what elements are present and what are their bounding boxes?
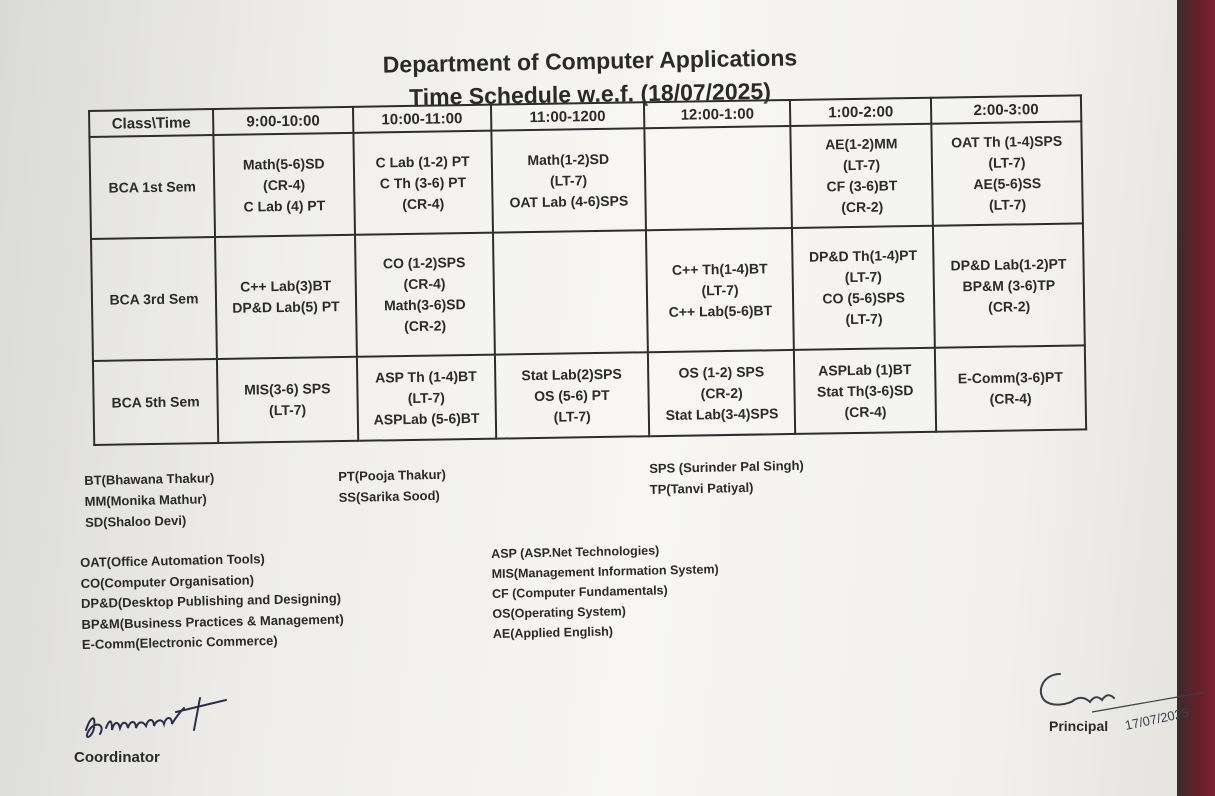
column-header: 2:00-3:00: [931, 95, 1081, 123]
faculty-entry: BT(Bhawana Thakur): [84, 470, 215, 488]
cell-entry: AE(1-2)MM: [824, 135, 898, 153]
faculty-entry: TP(Tanvi Patiyal): [649, 479, 754, 497]
cell-entry: CF (3-6)BT: [826, 177, 898, 195]
faculty-entry: SS(Sarika Sood): [338, 487, 440, 505]
cell-entry: (LT-7): [701, 281, 739, 298]
cell-entry: CO (5-6)SPS: [822, 289, 906, 307]
timetable-cell: [491, 128, 646, 232]
timetable-cell: [357, 355, 496, 441]
cell-entry: (CR-4): [262, 176, 306, 193]
cell-entry: (CR-4): [402, 194, 445, 212]
timetable-cell: [495, 352, 650, 438]
cell-entry: ASP Th (1-4)BT: [375, 367, 477, 386]
abbreviation-list-2: [491, 539, 720, 644]
abbreviation-entry: OAT(Office Automation Tools): [80, 551, 265, 570]
cell-entry: DP&D Lab(1-2)PT: [950, 255, 1067, 273]
cell-entry: CO (1-2)SPS: [382, 254, 466, 272]
cell-entry: AE(5-6)SS: [973, 175, 1042, 193]
cell-entry: (LT-7): [845, 310, 883, 328]
abbreviation-entry: MIS(Management Information System): [491, 562, 719, 581]
timetable-cell: [792, 226, 935, 350]
timetable-cell: [794, 348, 936, 434]
principal-label: Principal: [1049, 718, 1109, 734]
timetable: [88, 94, 1087, 446]
cell-entry: Stat Th(3-6)SD: [816, 381, 914, 400]
abbreviation-entry: CO(Computer Organisation): [80, 571, 255, 591]
cell-entry: Math(3-6)SD: [383, 296, 466, 314]
cell-entry: C Th (3-6) PT: [379, 173, 467, 191]
cell-entry: C++ Lab(3)BT: [240, 277, 332, 295]
timetable-cell: [215, 235, 357, 359]
faculty-list-1: [84, 467, 215, 533]
cell-entry: BP&M (3-6)TP: [962, 276, 1056, 294]
abbreviation-entry: ASP (ASP.Net Technologies): [491, 543, 660, 561]
cell-entry: OAT Th (1-4)SPS: [951, 132, 1063, 151]
cell-entry: (LT-7): [549, 171, 588, 189]
class-label: BCA 1st Sem: [89, 135, 215, 239]
cell-entry: (CR-2): [404, 317, 447, 335]
cell-entry: C++ Lab(5-6)BT: [668, 301, 773, 320]
coordinator-signature: [76, 690, 246, 750]
cell-entry: (LT-7): [988, 196, 1027, 213]
cell-entry: (CR-4): [844, 402, 887, 420]
timetable-row: [91, 223, 1085, 361]
timetable-cell: [791, 124, 933, 228]
timetable-cell: [646, 228, 794, 352]
cell-entry: (CR-4): [403, 275, 446, 293]
column-header: 11:00-1200: [491, 102, 645, 130]
column-header: 1:00-2:00: [790, 98, 931, 126]
cell-entry: MIS(3-6) SPS: [243, 380, 331, 398]
column-header: 10:00-11:00: [353, 105, 491, 133]
timetable-cell: [355, 233, 495, 357]
cell-entry: OS (5-6) PT: [534, 386, 610, 404]
timetable-cell: [644, 126, 792, 230]
timetable-cell: [935, 345, 1086, 431]
faculty-list-2: [338, 464, 446, 508]
cell-entry: Stat Lab(2)SPS: [521, 365, 622, 383]
class-label: BCA 5th Sem: [93, 359, 218, 445]
cell-entry: (LT-7): [842, 156, 881, 174]
timetable-row: [93, 345, 1086, 445]
cell-entry: (CR-2): [700, 384, 743, 401]
timetable-row: [89, 121, 1082, 239]
coordinator-label: Coordinator: [74, 749, 160, 766]
schedule-subtitle: Time Schedule w.e.f. (18/07/2025): [408, 77, 772, 111]
column-header: 9:00-10:00: [213, 107, 353, 135]
abbreviation-entry: OS(Operating System): [492, 604, 626, 621]
abbreviation-entry: E-Comm(Electronic Commerce): [81, 632, 278, 652]
faculty-entry: SD(Shaloo Devi): [84, 512, 187, 530]
cell-entry: (CR-2): [841, 198, 884, 216]
faculty-entry: PT(Pooja Thakur): [338, 466, 446, 484]
timetable-cell: [213, 133, 354, 237]
timetable-cell: [933, 223, 1085, 347]
column-header: 12:00-1:00: [644, 100, 791, 128]
timetable-cell: [217, 357, 358, 443]
class-label: BCA 3rd Sem: [91, 237, 217, 361]
abbreviation-entry: BP&M(Business Practices & Management): [81, 610, 344, 632]
cell-entry: (LT-7): [553, 407, 591, 425]
cell-entry: (LT-7): [988, 154, 1026, 171]
cell-entry: DP&D Lab(5) PT: [232, 298, 340, 316]
cell-entry: (LT-7): [844, 268, 883, 286]
column-header: Class\Time: [89, 109, 213, 137]
cell-entry: ASPLab (5-6)BT: [373, 409, 480, 428]
abbreviation-entry: AE(Applied English): [492, 624, 614, 641]
department-title: Department of Computer Applications: [382, 44, 798, 78]
cell-entry: E-Comm(3-6)PT: [957, 368, 1063, 387]
faculty-entry: SPS (Surinder Pal Singh): [649, 457, 804, 476]
abbreviation-entry: CF (Computer Fundamentals): [491, 583, 668, 601]
cell-entry: DP&D Th(1-4)PT: [808, 246, 918, 265]
cell-entry: C++ Th(1-4)BT: [671, 259, 768, 278]
abbreviation-list-1: [80, 548, 344, 656]
cell-entry: (LT-7): [407, 388, 445, 406]
timetable-cell: [648, 350, 796, 436]
abbreviation-entry: DP&D(Desktop Publishing and Designing): [80, 590, 342, 611]
faculty-entry: MM(Monika Mathur): [84, 491, 207, 509]
cell-entry: C Lab (1-2) PT: [375, 152, 470, 170]
cell-entry: OS (1-2) SPS: [678, 362, 765, 381]
cell-entry: Math(1-2)SD: [527, 150, 610, 168]
cell-entry: ASPLab (1)BT: [818, 360, 912, 379]
cell-entry: (CR-4): [989, 390, 1032, 407]
timetable-cell: [353, 131, 493, 235]
cell-entry: Math(5-6)SD: [242, 154, 325, 173]
cell-entry: C Lab (4) PT: [243, 196, 326, 215]
cell-entry: Stat Lab(3-4)SPS: [665, 404, 779, 423]
faculty-list-3: [649, 455, 804, 500]
principal-signature-date: 17/07/2025: [1123, 704, 1191, 733]
timetable-cell: [493, 230, 648, 354]
cell-entry: (LT-7): [268, 401, 307, 419]
timetable-cell: [931, 121, 1083, 225]
cell-entry: (CR-2): [988, 297, 1031, 315]
cell-entry: OAT Lab (4-6)SPS: [509, 192, 629, 210]
